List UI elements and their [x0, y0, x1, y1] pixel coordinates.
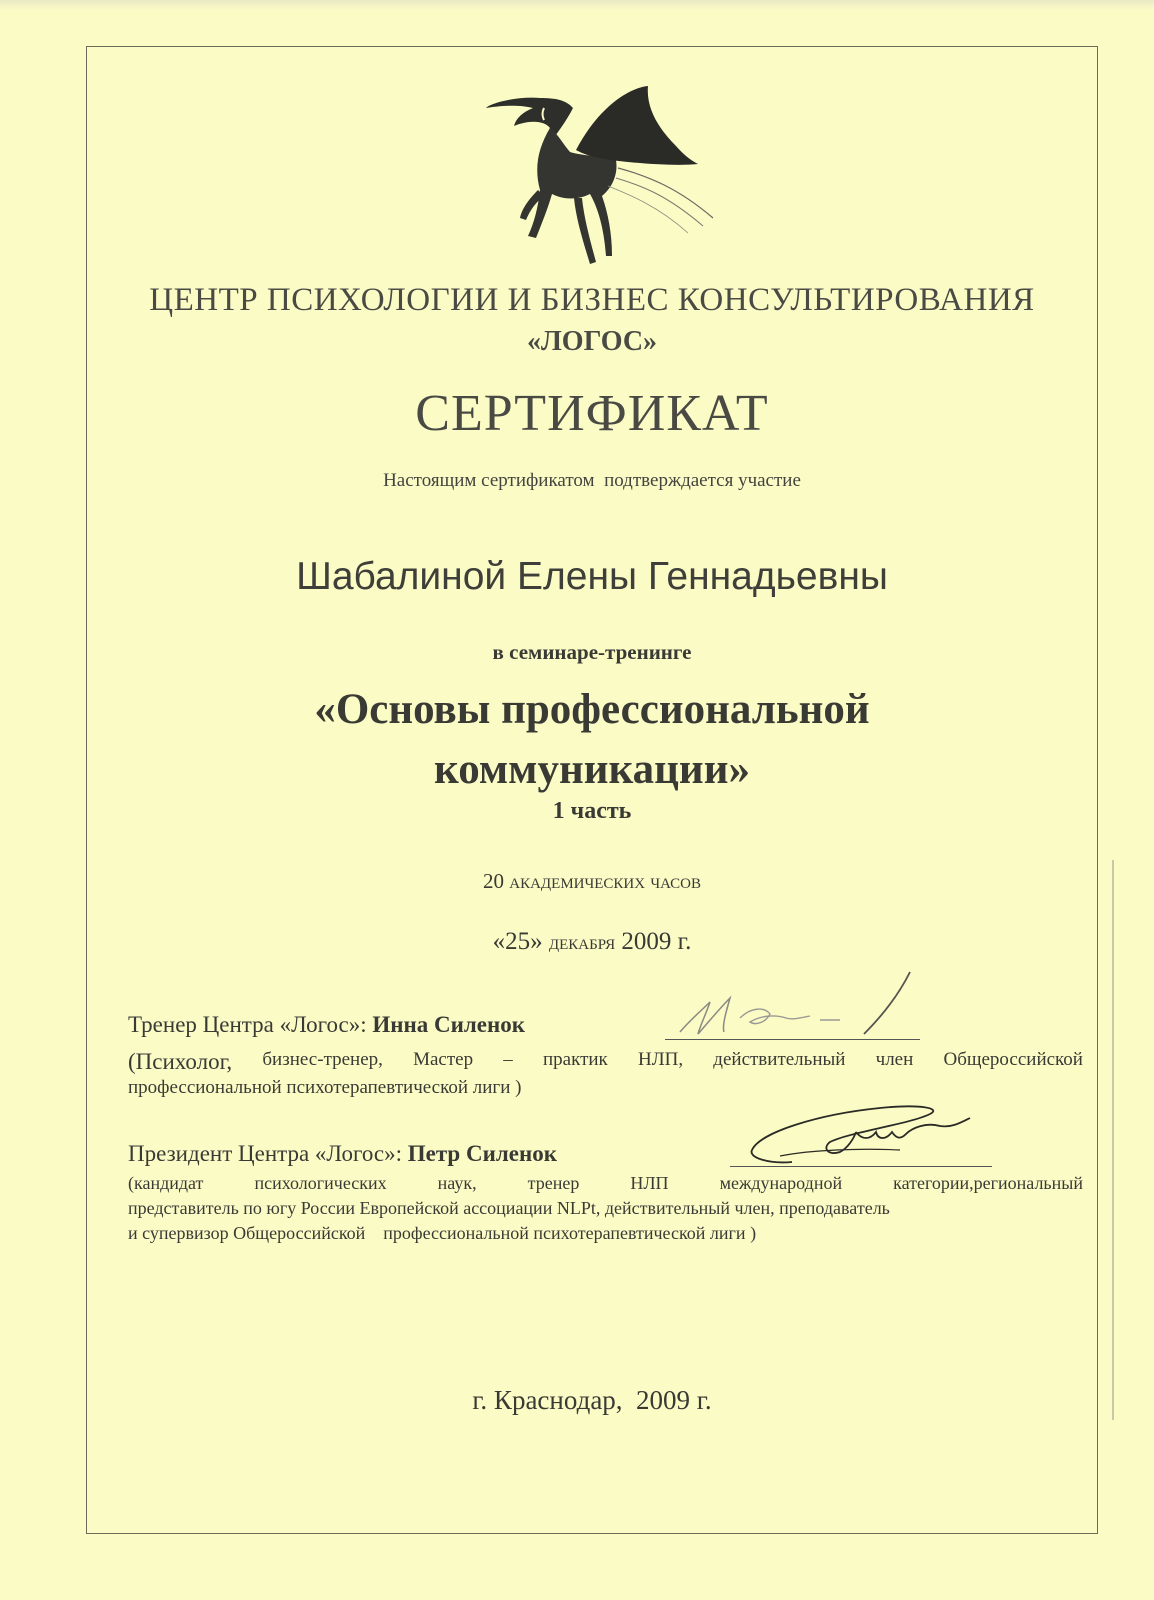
- course-title-line2: коммуникации»: [434, 746, 750, 793]
- certificate-title: СЕРТИФИКАТ: [415, 385, 769, 442]
- president-desc-word: наук,: [437, 1173, 477, 1193]
- date-year: 2009 г.: [621, 928, 692, 955]
- trainer-desc-word: член: [875, 1049, 914, 1070]
- president-role: Президент Центра «Логос»:: [128, 1141, 402, 1166]
- paper-edge: [0, 0, 1154, 10]
- scan-artifact: [1112, 860, 1114, 1420]
- organization-brand: «ЛОГОС»: [526, 326, 658, 357]
- confirmation-text: Настоящим сертификатом подтверждается участие: [383, 470, 801, 491]
- trainer-description-line1: [128, 1049, 1083, 1075]
- president-description-line2: представитель по югу России Европейской ассоциации NLPt, действительный член, преподаватель: [128, 1198, 890, 1218]
- date-day: «25»: [492, 928, 543, 955]
- recipient-name: Шабалиной Елены Геннадьевны: [296, 555, 888, 598]
- trainer-role: Тренер Центра «Логос»:: [128, 1012, 367, 1037]
- course-title-line1: «Основы профессиональной: [314, 686, 870, 733]
- trainer-description-line2: профессиональной психотерапевтической лиги ): [128, 1077, 522, 1098]
- trainer-desc-word: Мастер: [413, 1049, 474, 1070]
- hours-text: 20 академических часов: [483, 869, 701, 893]
- seminar-label: в семинаре-тренинге: [492, 640, 692, 664]
- course-part: 1 часть: [552, 798, 632, 824]
- president-desc-word: тренер: [527, 1173, 580, 1193]
- president-desc-word: категории,региональный: [893, 1173, 1083, 1193]
- trainer-desc-word: действительный: [713, 1049, 846, 1070]
- president-description-line3: и супервизор Общероссийской профессиональной психотерапевтической лиги ): [128, 1223, 757, 1243]
- president-desc-word: международной: [719, 1173, 843, 1193]
- pegasus-logo: [478, 68, 728, 278]
- certificate-date: [86, 928, 1098, 956]
- trainer-desc-word: бизнес-тренер,: [262, 1049, 383, 1070]
- president-desc-word: психологических: [254, 1173, 387, 1193]
- trainer-name: Инна Силенок: [372, 1012, 525, 1037]
- trainer-desc-word: Общероссийской: [943, 1049, 1083, 1070]
- city-year: г. Краснодар, 2009 г.: [472, 1385, 712, 1415]
- trainer-desc-word: практик: [543, 1049, 608, 1070]
- organization-name: ЦЕНТР ПСИХОЛОГИИ И БИЗНЕС КОНСУЛЬТИРОВАНИЯ: [149, 282, 1035, 318]
- president-desc-word: (кандидат: [128, 1173, 204, 1193]
- president-signature: [730, 1092, 980, 1172]
- trainer-line: [128, 1012, 525, 1038]
- trainer-desc-word: (Психолог,: [128, 1049, 233, 1074]
- trainer-desc-word: –: [503, 1049, 513, 1070]
- president-line: [128, 1141, 557, 1167]
- trainer-signature: [670, 970, 915, 1050]
- president-name: Петр Силенок: [407, 1141, 557, 1166]
- president-desc-word: НЛП: [630, 1173, 669, 1193]
- date-month: декабря: [548, 930, 616, 954]
- trainer-desc-word: НЛП,: [638, 1049, 684, 1070]
- president-description-line1: [128, 1173, 1083, 1194]
